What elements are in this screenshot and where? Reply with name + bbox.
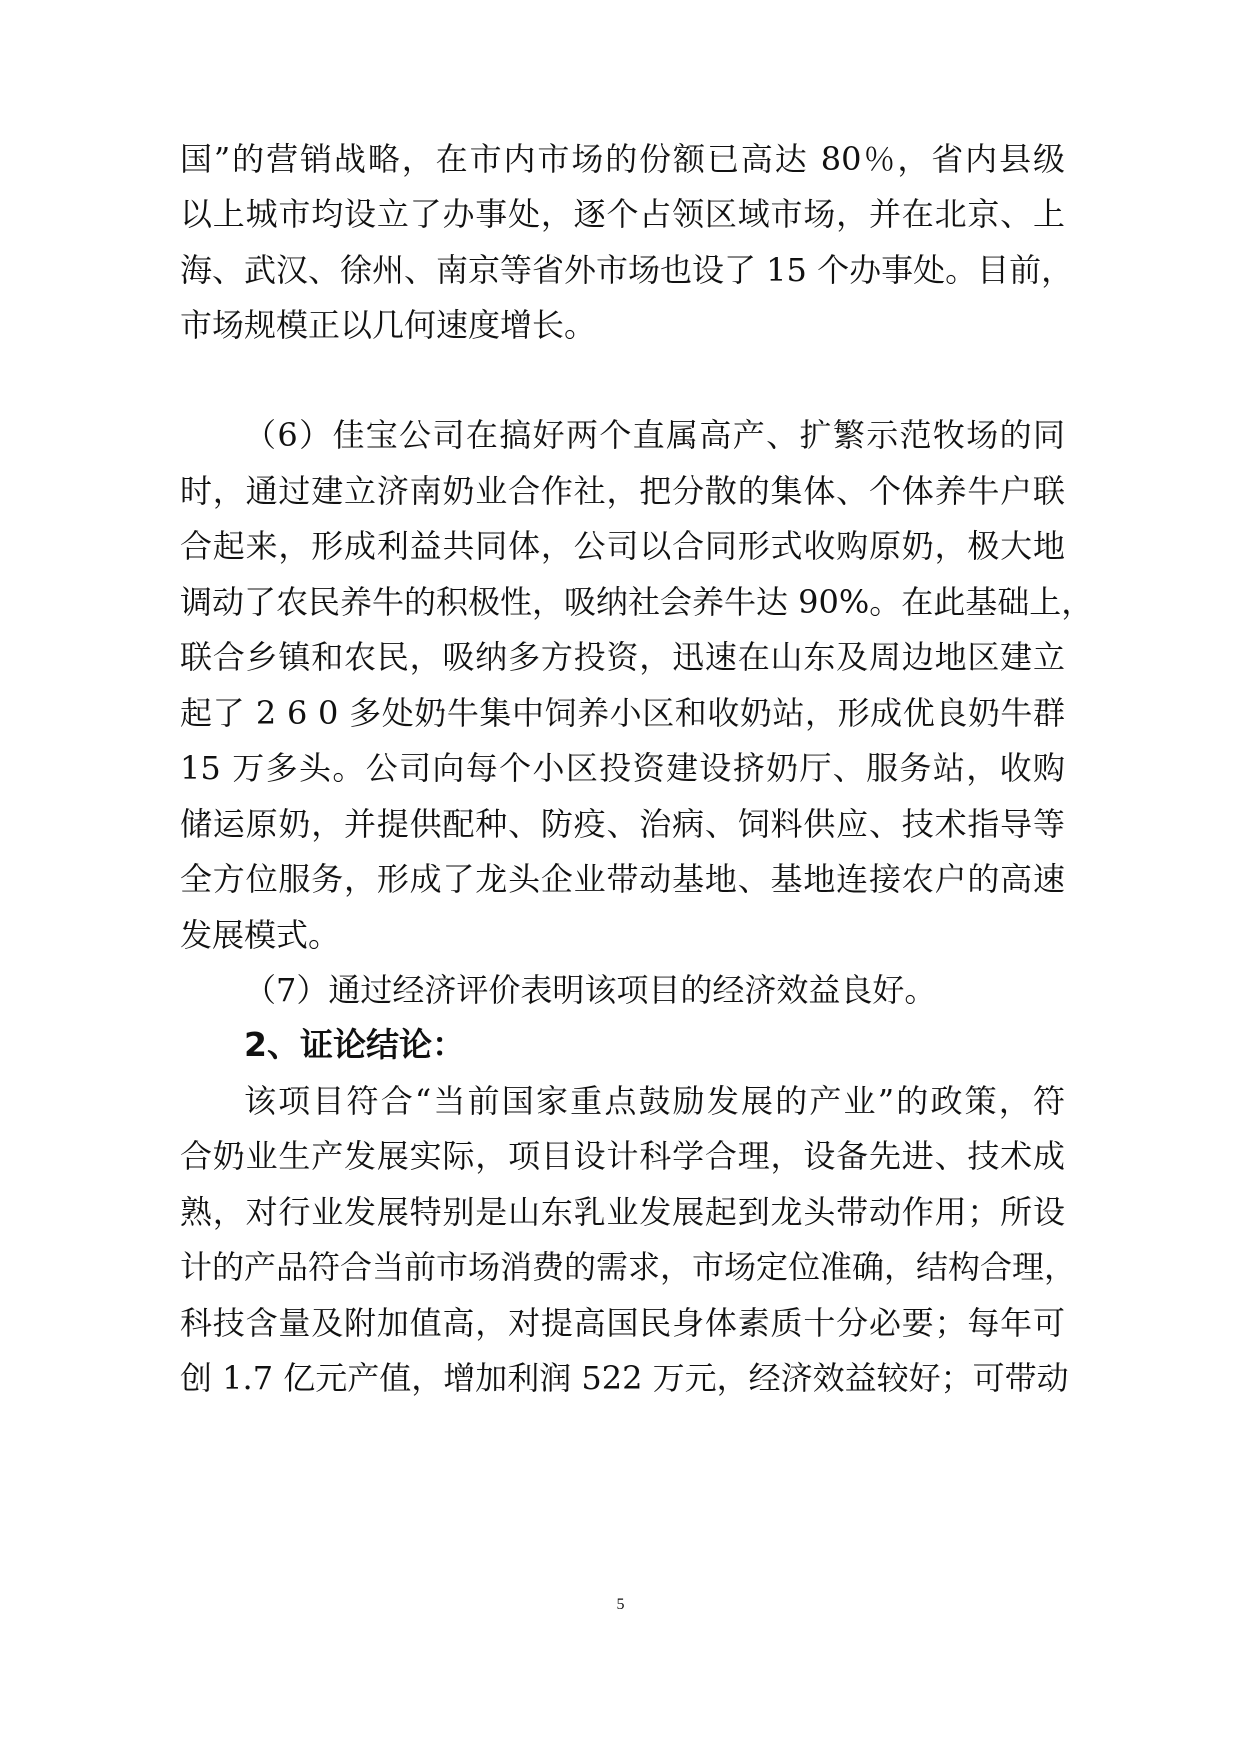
paragraph-b-line-10: 发展模式。 [180,916,341,954]
paragraph-a-line-4: 市场规模正以几何速度增长。 [180,306,597,344]
paragraph-a-line-2: 以上城市均设立了办事处，逐个占领区域市场，并在北京、上 [180,195,1065,233]
paragraph-a-line-3: 海、武汉、徐州、南京等省外市场也设了 15 个办事处。目前， [180,251,1074,289]
paragraph-d-line-4: 计的产品符合当前市场消费的需求，市场定位准确，结构合理， [180,1248,1077,1286]
paragraph-b-line-3: 合起来，形成利益共同体，公司以合同形式收购原奶，极大地 [180,527,1065,565]
paragraph-b-line-1: （6）佳宝公司在搞好两个直属高产、扩繁示范牧场的同 [244,416,1065,454]
paragraph-d-line-5: 科技含量及附加值高，对提高国民身体素质十分必要；每年可 [180,1304,1065,1342]
page-number: 5 [616,1596,625,1613]
section-heading: 2、证论结论： [244,1025,465,1064]
paragraph-b-line-7: 15 万多头。公司向每个小区投资建设挤奶厅、服务站，收购 [180,749,1065,787]
paragraph-c-line-1: （7）通过经济评价表明该项目的经济效益良好。 [244,971,937,1009]
paragraph-b-line-4: 调动了农民养牛的积极性，吸纳社会养牛达 90%。在此基础上， [180,583,1094,621]
paragraph-d-line-6: 创 1.7 亿元产值，增加利润 522 万元，经济效益较好；可带动 [180,1359,1069,1397]
paragraph-b-line-8: 储运原奶，并提供配种、防疫、治病、饲料供应、技术指导等 [180,805,1065,843]
paragraph-d-line-2: 合奶业生产发展实际，项目设计科学合理，设备先进、技术成 [180,1137,1065,1175]
paragraph-d-line-1: 该项目符合“当前国家重点鼓励发展的产业”的政策，符 [244,1082,1065,1120]
paragraph-b-line-6: 起了 2 6 0 多处奶牛集中饲养小区和收奶站，形成优良奶牛群 [180,694,1065,732]
paragraph-a-line-1: 国”的营销战略，在市内市场的份额已高达 80％，省内县级 [180,140,1065,178]
paragraph-b-line-9: 全方位服务，形成了龙头企业带动基地、基地连接农户的高速 [180,860,1065,898]
paragraph-b-line-5: 联合乡镇和农民，吸纳多方投资，迅速在山东及周边地区建立 [180,638,1065,676]
paragraph-b-line-2: 时，通过建立济南奶业合作社，把分散的集体、个体养牛户联 [180,472,1065,510]
paragraph-d-line-3: 熟，对行业发展特别是山东乳业发展起到龙头带动作用；所设 [180,1193,1065,1231]
